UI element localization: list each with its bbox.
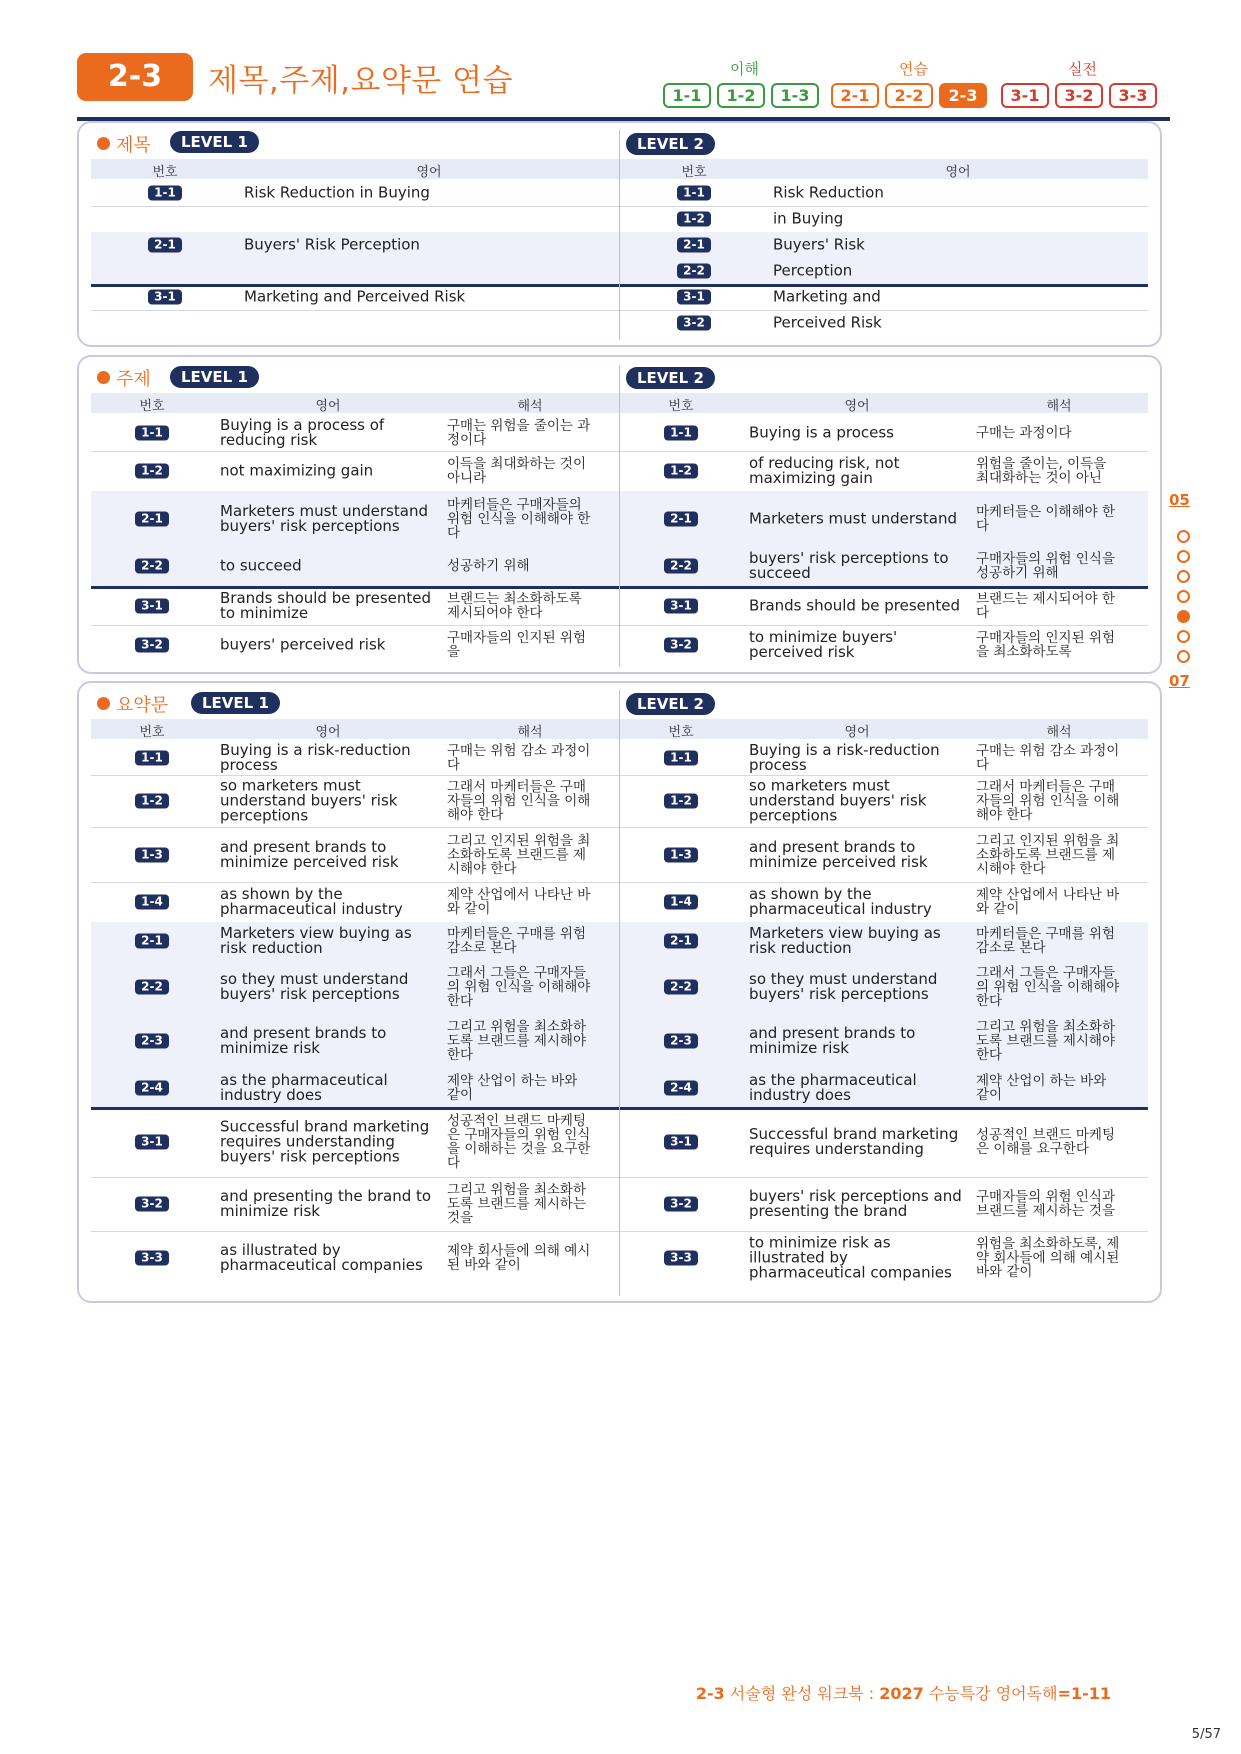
korean-translation: 그래서 그들은 구매자들 의 위험 인식을 이해해야 한다 (976, 965, 1120, 1009)
level2-badge: LEVEL 2 (626, 367, 715, 389)
table-row (620, 1231, 1148, 1285)
korean-translation: 그래서 그들은 구매자들 의 위험 인식을 이해해야 한다 (447, 965, 591, 1009)
side-nav-dot[interactable] (1177, 650, 1190, 663)
english-text: and present brands to minimize risk (220, 1024, 387, 1057)
level1-badge: LEVEL 1 (170, 366, 259, 388)
korean-translation: 제약 산업이 하는 바와 같이 (976, 1072, 1107, 1103)
row-number-badge: 1-3 (664, 847, 698, 862)
nav-pill-3-2[interactable]: 3-2 (1055, 83, 1103, 108)
row-number-badge: 3-3 (135, 1251, 169, 1266)
table-row (620, 491, 1148, 547)
row-number-badge: 3-1 (664, 598, 698, 613)
row-number-badge: 3-1 (664, 1135, 698, 1150)
english-text: and present brands to minimize risk (749, 1024, 916, 1057)
table-header (620, 393, 1148, 413)
header-kor: 해석 (1046, 725, 1072, 740)
row-number-badge: 2-4 (664, 1080, 698, 1095)
row-number-badge: 3-2 (135, 638, 169, 653)
nav-pill-2-2[interactable]: 2-2 (885, 83, 933, 108)
nav-pill-1-3[interactable]: 1-3 (771, 83, 819, 108)
header-eng: 영어 (844, 725, 870, 740)
table-row (91, 310, 619, 336)
table-row (91, 827, 619, 883)
table-row (91, 1068, 619, 1110)
korean-translation: 구매는 위험 감소 과정이 다 (976, 742, 1120, 773)
korean-translation: 위험을 최소화하도록, 제 약 회사들에 의해 예시된 바와 같이 (976, 1236, 1120, 1280)
table-row (91, 232, 619, 259)
korean-translation: 마케터들은 구매를 위험 감소로 본다 (976, 926, 1115, 956)
table-row (91, 625, 619, 665)
row-number-badge: 2-1 (664, 934, 698, 949)
row-number-badge: 1-2 (664, 464, 698, 479)
english-text: Buying is a risk-reduction process (220, 740, 411, 774)
row-number-badge: 1-2 (135, 794, 169, 809)
english-text: Buying is a risk-reduction process (749, 740, 940, 774)
korean-translation: 제약 산업에서 나타난 바 와 같이 (976, 887, 1120, 917)
english-text: to succeed (220, 556, 302, 575)
english-text: Marketing and Perceived Risk (244, 287, 466, 306)
table-row (620, 1014, 1148, 1069)
row-number-badge: 2-3 (135, 1034, 169, 1049)
korean-translation: 구매자들의 인지된 위험 을 (447, 630, 586, 660)
row-number-badge: 2-4 (135, 1080, 169, 1095)
header-num: 번호 (668, 399, 694, 414)
nav-pill-2-3[interactable]: 2-3 (939, 83, 987, 108)
korean-translation: 그리고 위험을 최소화하 도록 브랜드를 제시해야 한다 (447, 1019, 586, 1063)
table-row (620, 1107, 1148, 1178)
table-row (620, 284, 1148, 311)
table-row (91, 284, 619, 311)
english-text: and presenting the brand to minimize risk (220, 1187, 432, 1220)
korean-translation: 제약 산업이 하는 바와 같이 (447, 1072, 578, 1103)
row-number-badge: 1-1 (664, 750, 698, 765)
group-label-real: 실전 (1068, 60, 1097, 78)
english-text: Marketing and (773, 287, 881, 306)
table-row (91, 960, 619, 1015)
row-number-badge: 2-1 (135, 511, 169, 526)
table-row (620, 882, 1148, 925)
english-text: Marketers must understand (749, 509, 957, 527)
table-row (620, 180, 1148, 207)
table-row (91, 922, 619, 961)
table-row (620, 546, 1148, 589)
topic-section-heading: 주제 (97, 365, 151, 391)
row-number-badge: 3-1 (148, 290, 182, 305)
korean-translation: 위험을 줄이는, 이득을 최대화하는 것이 아닌 (976, 456, 1107, 486)
side-nav-dot[interactable] (1177, 550, 1190, 563)
row-number-badge: 3-2 (664, 1197, 698, 1212)
english-text: as illustrated by pharmaceutical companies (220, 1241, 423, 1274)
english-text: buyers' risk perceptions and presenting the brand (749, 1187, 962, 1220)
level2-badge: LEVEL 2 (626, 133, 715, 155)
row-number-badge: 3-1 (677, 290, 711, 305)
row-number-badge: 1-1 (135, 425, 169, 440)
english-text: as the pharmaceutical industry does (220, 1070, 388, 1104)
english-text: Marketers must understand buyers' risk perceptions (220, 501, 428, 535)
header-eng: 영어 (844, 399, 870, 414)
english-text: buyers' perceived risk (220, 635, 386, 654)
english-text: not maximizing gain (220, 461, 374, 480)
row-number-badge: 1-4 (135, 895, 169, 910)
nav-pill-1-2[interactable]: 1-2 (717, 83, 765, 108)
page-title: 제목,주제,요약문 연습 (208, 63, 514, 99)
side-nav-dot[interactable] (1177, 630, 1190, 643)
korean-translation: 구매는 위험을 줄이는 과 정이다 (447, 417, 591, 448)
table-row (620, 414, 1148, 452)
row-number-badge: 1-1 (148, 186, 182, 201)
english-text: as shown by the pharmaceutical industry (749, 885, 932, 918)
side-nav-dot[interactable] (1177, 590, 1190, 603)
row-number-badge: 2-2 (135, 980, 169, 995)
group-label-understand: 이해 (730, 60, 759, 78)
table-row (91, 775, 619, 828)
row-number-badge: 1-1 (664, 425, 698, 440)
table-row (91, 180, 619, 207)
korean-translation: 브랜드는 제시되어야 한 다 (976, 590, 1115, 621)
header-eng: 영어 (315, 725, 341, 740)
table-row (91, 1177, 619, 1232)
row-number-badge: 3-2 (677, 316, 711, 331)
english-text: Perceived Risk (773, 313, 882, 332)
row-number-badge: 2-2 (135, 559, 169, 574)
table-row (620, 625, 1148, 665)
header-eng: 영어 (945, 165, 971, 180)
row-number-badge: 1-1 (677, 186, 711, 201)
english-text: buyers' risk perceptions to succeed (749, 549, 949, 582)
english-text: to minimize buyers' perceived risk (749, 628, 898, 661)
table-row (620, 206, 1148, 235)
row-number-badge: 1-3 (135, 847, 169, 862)
row-number-badge: 1-1 (135, 750, 169, 765)
row-number-badge: 2-3 (664, 1034, 698, 1049)
english-text: Marketers view buying as risk reduction (749, 924, 941, 957)
korean-translation: 구매자들의 인지된 위험 을 최소화하도록 (976, 630, 1115, 660)
table-header (91, 393, 619, 413)
bullet-icon (97, 697, 110, 710)
table-row (620, 827, 1148, 883)
summary-section-heading: 요약문 (97, 691, 168, 717)
table-header (620, 719, 1148, 739)
section-badge: 2-3 (77, 53, 193, 101)
group-label-practice: 연습 (899, 60, 928, 78)
english-text: Risk Reduction in Buying (244, 183, 430, 202)
row-number-badge: 2-1 (664, 511, 698, 526)
header-num: 번호 (681, 165, 707, 180)
table-row (91, 740, 619, 776)
table-row (620, 1177, 1148, 1232)
header-kor: 해석 (1046, 399, 1072, 414)
table-row (91, 546, 619, 589)
table-row (91, 1107, 619, 1178)
korean-translation: 구매자들의 위험 인식을 성공하기 위해 (976, 551, 1115, 581)
level1-badge: LEVEL 1 (191, 692, 280, 714)
table-row (91, 414, 619, 452)
english-text: Successful brand marketing requires understanding (749, 1125, 959, 1158)
korean-translation: 성공적인 브랜드 마케팅 은 이해를 요구한다 (976, 1127, 1115, 1157)
header-num: 번호 (139, 725, 165, 740)
level1-badge: LEVEL 1 (170, 131, 259, 153)
table-row (620, 232, 1148, 259)
side-nav-dot[interactable] (1177, 610, 1190, 623)
english-text: Perception (773, 261, 853, 280)
row-number-badge: 2-1 (148, 238, 182, 253)
row-number-badge: 3-2 (664, 638, 698, 653)
footer-title: 2-3 서술형 완성 워크북 : 2027 수능특강 영어독해=1-11 (695, 1684, 1111, 1703)
level2-badge: LEVEL 2 (626, 693, 715, 715)
nav-pill-1-1[interactable]: 1-1 (663, 83, 711, 108)
side-nav-end[interactable]: 07 (1169, 672, 1190, 690)
table-row (620, 740, 1148, 776)
english-text: so they must understand buyers' risk perceptions (749, 970, 938, 1003)
korean-translation: 그리고 인지된 위험을 최 소화하도록 브랜드를 제 시해야 한다 (447, 832, 591, 877)
table-row (620, 775, 1148, 828)
korean-translation: 그래서 마케터들은 구매 자들의 위험 인식을 이해 해야 한다 (447, 779, 591, 823)
table-header (91, 159, 619, 179)
korean-translation: 구매는 과정이다 (976, 424, 1072, 441)
row-number-badge: 2-1 (135, 934, 169, 949)
korean-translation: 마케터들은 이해해야 한 다 (976, 503, 1115, 534)
korean-translation: 브랜드는 최소화하도록 제시되어야 한다 (447, 590, 582, 621)
english-text: and present brands to minimize perceived risk (749, 837, 928, 871)
row-number-badge: 1-4 (664, 895, 698, 910)
table-row (91, 451, 619, 494)
side-nav-dot[interactable] (1177, 530, 1190, 543)
row-number-badge: 1-2 (135, 464, 169, 479)
korean-translation: 그리고 위험을 최소화하 도록 브랜드를 제시하는 것을 (447, 1182, 586, 1226)
english-text: Buying is a process (749, 423, 894, 441)
korean-translation: 구매자들의 위험 인식과 브랜드를 제시하는 것을 (976, 1189, 1115, 1219)
row-number-badge: 1-2 (664, 794, 698, 809)
table-row (91, 882, 619, 925)
side-nav-start[interactable]: 05 (1169, 491, 1190, 509)
english-text: of reducing risk, not maximizing gain (749, 454, 900, 487)
table-row (91, 491, 619, 547)
english-text: as the pharmaceutical industry does (749, 1070, 917, 1104)
korean-translation: 제약 산업에서 나타난 바 와 같이 (447, 887, 591, 917)
english-text: in Buying (773, 209, 844, 228)
table-header (620, 159, 1148, 179)
row-number-badge: 1-2 (677, 212, 711, 227)
header-num: 번호 (139, 399, 165, 414)
korean-translation: 성공하기 위해 (447, 558, 530, 574)
korean-translation: 성공적인 브랜드 마케팅 은 구매자들의 위험 인식 을 이해하는 것을 요구한 다 (447, 1113, 591, 1171)
english-text: as shown by the pharmaceutical industry (220, 885, 403, 918)
english-text: Marketers view buying as risk reduction (220, 924, 412, 957)
table-row (91, 1014, 619, 1069)
table-row (620, 1068, 1148, 1110)
english-text: Buyers' Risk Perception (244, 235, 420, 254)
english-text: Buying is a process of reducing risk (220, 415, 385, 449)
english-text: Successful brand marketing requires understanding buyers' risk perceptions (220, 1117, 430, 1166)
table-row (620, 922, 1148, 961)
nav-pill-3-3[interactable]: 3-3 (1109, 83, 1157, 108)
table-row (91, 1231, 619, 1285)
english-text: Risk Reduction (773, 183, 884, 202)
header-kor: 해석 (517, 399, 543, 414)
korean-translation: 마케터들은 구매자들의 위험 인식을 이해해야 한 다 (447, 496, 591, 541)
english-text: Brands should be presented (749, 596, 961, 614)
page-number: 5/57 (1191, 1727, 1221, 1742)
korean-translation: 그리고 위험을 최소화하 도록 브랜드를 제시해야 한다 (976, 1019, 1115, 1063)
row-number-badge: 3-3 (664, 1251, 698, 1266)
header-eng: 영어 (416, 165, 442, 180)
korean-translation: 이득을 최대화하는 것이 아니라 (447, 456, 586, 486)
korean-translation: 그래서 마케터들은 구매 자들의 위험 인식을 이해 해야 한다 (976, 779, 1120, 823)
english-text: so marketers must understand buyers' risk perceptions (220, 776, 398, 825)
english-text: so marketers must understand buyers' risk perceptions (749, 776, 927, 825)
row-number-badge: 2-2 (664, 559, 698, 574)
row-number-badge: 3-1 (135, 598, 169, 613)
table-row (620, 586, 1148, 626)
header-num: 번호 (152, 165, 178, 180)
english-text: to minimize risk as illustrated by pharmaceutical companies (749, 1233, 952, 1282)
bullet-icon (97, 137, 110, 150)
title-section-heading: 제목 (97, 131, 151, 157)
row-number-badge: 2-2 (664, 980, 698, 995)
english-text: and present brands to minimize perceived risk (220, 837, 399, 871)
english-text: Brands should be presented to minimize (220, 588, 432, 622)
row-number-badge: 2-2 (677, 264, 711, 279)
table-row (620, 258, 1148, 287)
header-num: 번호 (668, 725, 694, 740)
row-number-badge: 3-2 (135, 1197, 169, 1212)
table-row (620, 310, 1148, 336)
table-header (91, 719, 619, 739)
table-row (91, 206, 619, 235)
nav-pill-2-1[interactable]: 2-1 (831, 83, 879, 108)
table-row (91, 586, 619, 626)
korean-translation: 그리고 인지된 위험을 최 소화하도록 브랜드를 제 시해야 한다 (976, 832, 1120, 877)
bullet-icon (97, 371, 110, 384)
header-kor: 해석 (517, 725, 543, 740)
header-eng: 영어 (315, 399, 341, 414)
english-text: Buyers' Risk (773, 235, 865, 254)
nav-pill-3-1[interactable]: 3-1 (1001, 83, 1049, 108)
table-row (91, 258, 619, 287)
korean-translation: 제약 회사들에 의해 예시 된 바와 같이 (447, 1243, 591, 1273)
korean-translation: 마케터들은 구매를 위험 감소로 본다 (447, 926, 586, 956)
table-row (620, 451, 1148, 494)
row-number-badge: 2-1 (677, 238, 711, 253)
row-number-badge: 3-1 (135, 1135, 169, 1150)
table-row (620, 960, 1148, 1015)
korean-translation: 구매는 위험 감소 과정이 다 (447, 742, 591, 773)
english-text: so they must understand buyers' risk perceptions (220, 970, 409, 1003)
side-nav-dot[interactable] (1177, 570, 1190, 583)
